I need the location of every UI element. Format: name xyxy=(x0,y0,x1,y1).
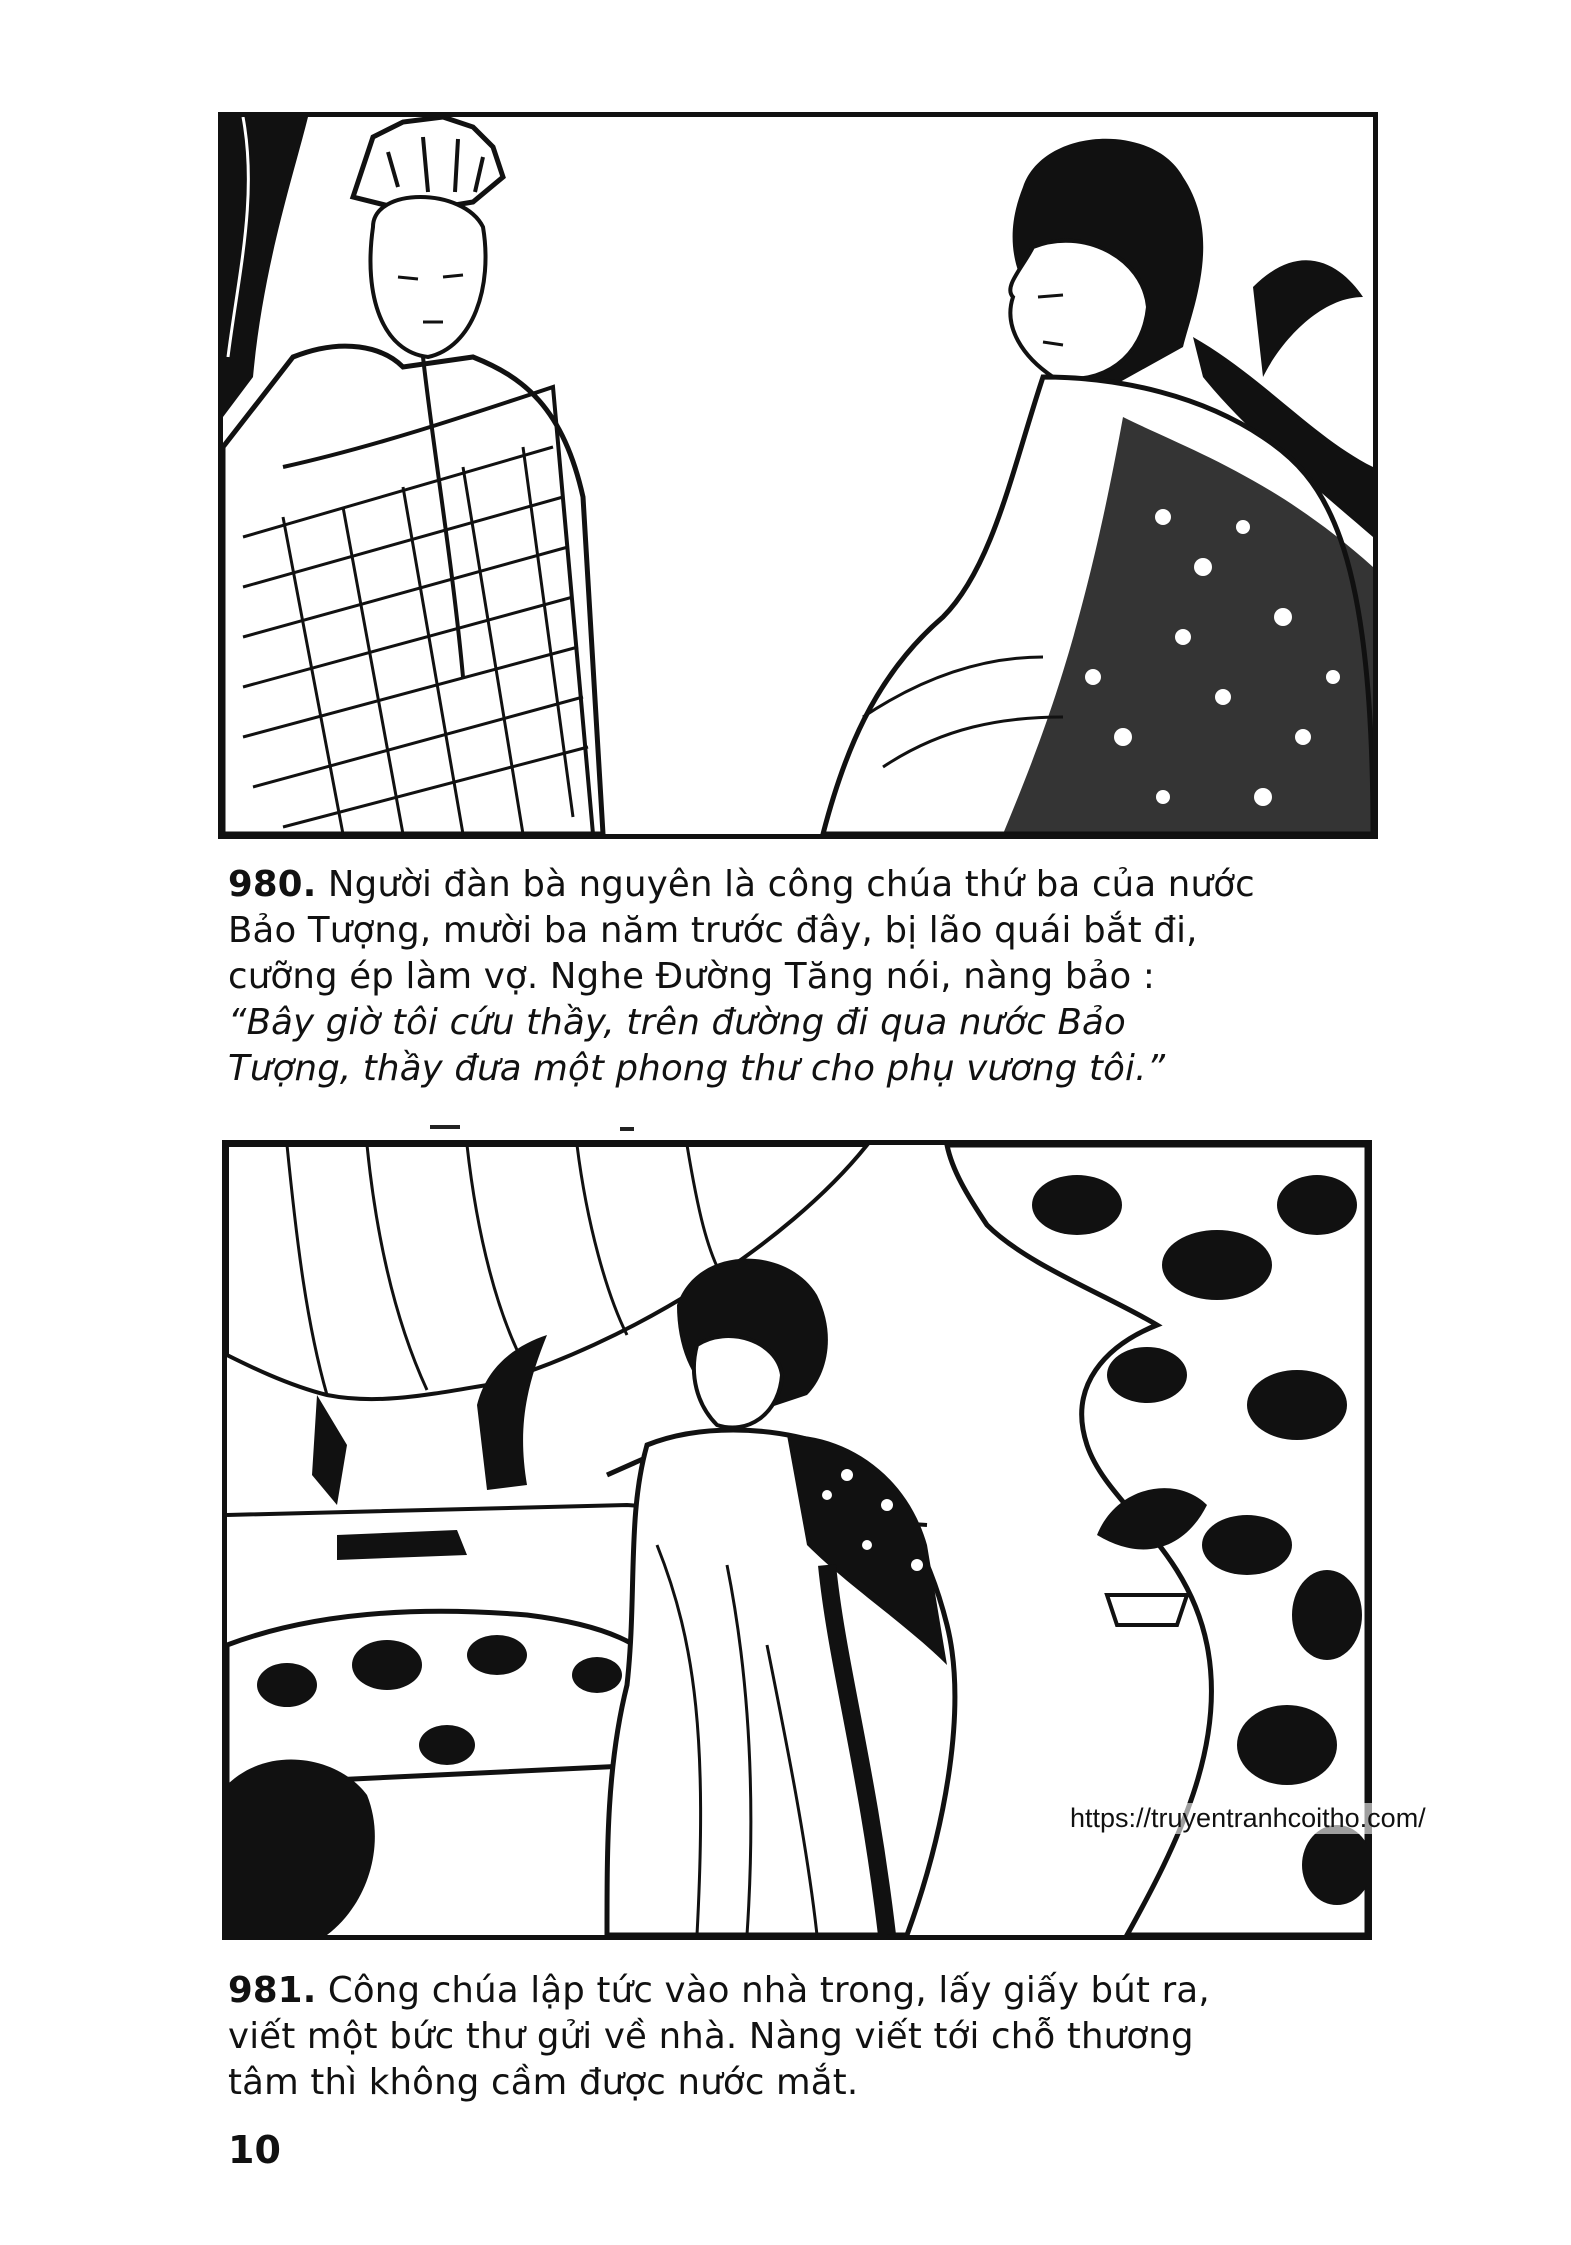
monk-princess-drawing xyxy=(223,117,1373,834)
page-number: 10 xyxy=(228,2128,281,2172)
caption-text: Người đàn bà nguyên là công chúa thứ ba của nước xyxy=(327,864,1255,905)
caption-line: tâm thì không cầm được nước mắt. xyxy=(228,2062,859,2103)
decorative-dash xyxy=(430,1125,460,1129)
caption-text: Công chúa lập tức vào nhà trong, lấy giấy bút ra, xyxy=(327,1970,1210,2011)
caption-quote-line: “Bây giờ tôi cứu thầy, trên đường đi qua nước Bảo xyxy=(228,1002,1126,1043)
panel-number: 981. xyxy=(228,1970,317,2011)
caption-quote-line: Tượng, thầy đưa một phong thư cho phụ vương tôi.” xyxy=(228,1048,1166,1089)
caption-981 xyxy=(228,1968,1378,2106)
decorative-dash xyxy=(620,1127,634,1131)
watermark-url[interactable]: https://truyentranhcoitho.com/ xyxy=(1070,1803,1426,1833)
caption-line: cưỡng ép làm vợ. Nghe Đường Tăng nói, nàng bảo : xyxy=(228,956,1156,997)
caption-line: viết một bức thư gửi về nhà. Nàng viết tới chỗ thương xyxy=(228,2016,1194,2057)
panel-number: 980. xyxy=(228,864,317,905)
caption-line xyxy=(228,1968,1378,2014)
caption-line xyxy=(228,862,1378,908)
caption-line: Bảo Tượng, mười ba năm trước đây, bị lão quái bắt đi, xyxy=(228,910,1198,951)
illustration-panel-monk-and-princess xyxy=(218,112,1378,839)
caption-980 xyxy=(228,862,1378,1092)
